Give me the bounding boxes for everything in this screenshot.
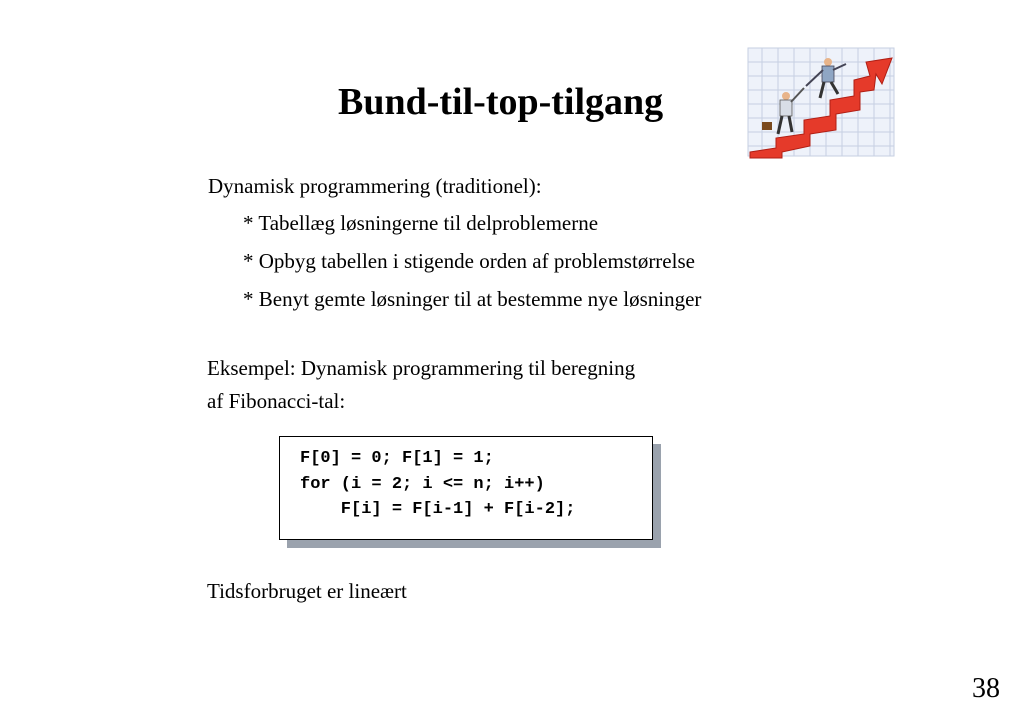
bullet-item: * Tabellæg løsningerne til delproblemerne (243, 211, 599, 235)
slide-title: Bund-til-top-tilgang (338, 81, 664, 123)
code-line: for (i = 2; i <= n; i++) (300, 475, 545, 494)
intro-text: Dynamisk programmering (traditionel): (208, 174, 542, 198)
example-text: Eksempel: Dynamisk programmering til beregning (207, 356, 636, 380)
bullet-item: * Opbyg tabellen i stigende orden af problemstørrelse (243, 249, 695, 273)
page-number: 38 (972, 673, 1000, 704)
code-line: F[i] = F[i-1] + F[i-2]; (300, 500, 576, 519)
climbing-stairs-businessmen-icon (742, 44, 898, 160)
code-line: F[0] = 0; F[1] = 1; (300, 449, 494, 468)
example-text-continued: af Fibonacci-tal: (207, 389, 346, 413)
bullet-item: * Benyt gemte løsninger til at bestemme nye løsninger (243, 287, 702, 311)
conclusion-text: Tidsforbruget er lineært (207, 579, 407, 603)
